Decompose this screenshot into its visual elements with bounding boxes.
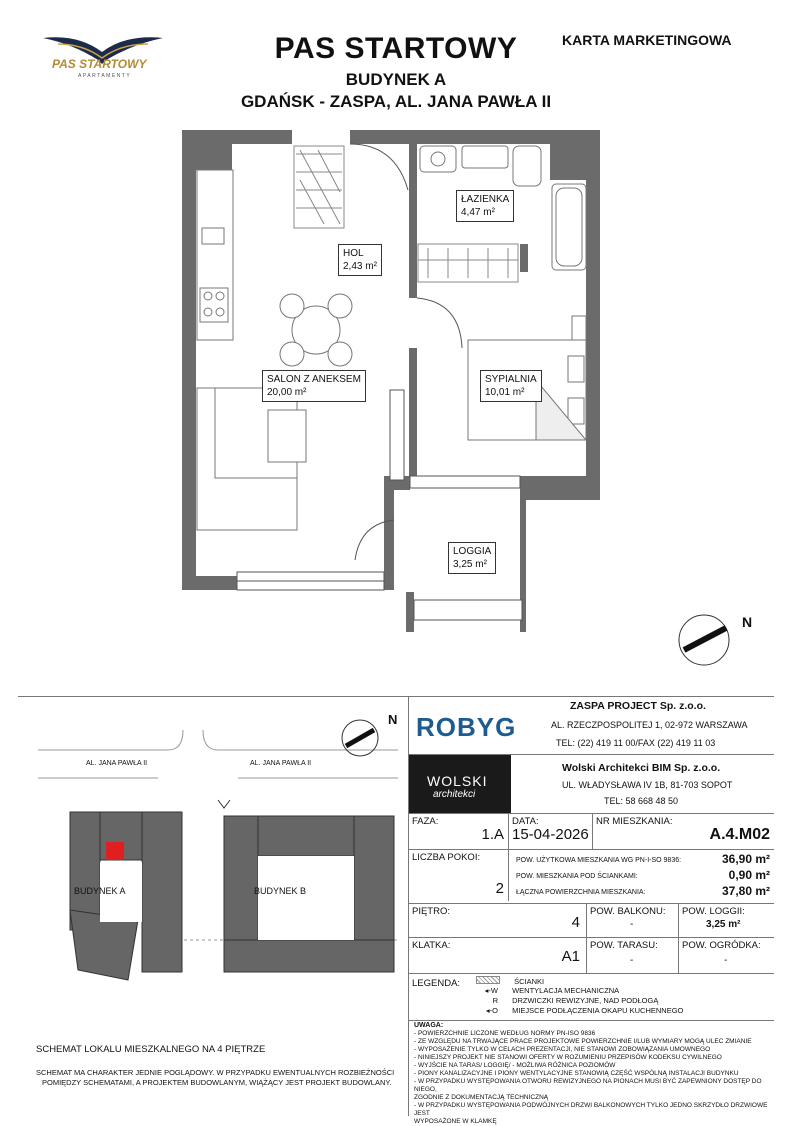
room-loggia-name: LOGGIA [453, 546, 492, 557]
architect-logo-1: WOLSKI [427, 773, 488, 789]
balkon-value: - [630, 919, 634, 930]
pietro-label: PIĘTRO: [412, 906, 451, 917]
legend-item [476, 1006, 683, 1016]
loggia-value: 3,25 m² [706, 919, 741, 930]
pow-scianki-label: POW. MIESZKANIA POD ŚCIANKAMI: [516, 873, 638, 880]
room-bathroom-name: ŁAZIENKA [461, 194, 510, 205]
taras-label: POW. TARASU: [590, 940, 658, 951]
note-line: - WYJŚCIE NA TARAS/ LOGGIĘ/ - MOŻLIWA RÓŻNICA POZIOMÓW [414, 1062, 616, 1069]
data-label: DATA: [512, 816, 539, 827]
north-label: N [742, 614, 753, 630]
klatka-label: KLATKA: [412, 940, 451, 951]
architect-name: Wolski Architekci BIM Sp. z.o.o. [562, 762, 721, 774]
note-line: WYPOSAŻONE W KLAMKĘ [414, 1118, 497, 1125]
legend-item-text: WENTYLACJA MECHANICZNA [512, 986, 620, 995]
legend-item-text: DRZWICZKI REWIZYJNE, NAD PODŁOGĄ [512, 996, 659, 1005]
room-living [262, 370, 366, 402]
taras-value: - [630, 955, 634, 966]
pow-uzytkowa-label: POW. UŻYTKOWA MIESZKANIA WG PN-I-SO 9836: [516, 857, 682, 864]
pow-scianki-value: 0,90 m² [728, 868, 770, 882]
legend-symbol-o: O [492, 1006, 498, 1015]
revision-icon [476, 996, 498, 1005]
pietro-value: 4 [571, 914, 580, 931]
site-building-b: BUDYNEK B [254, 886, 307, 896]
klatka-value: A1 [561, 948, 580, 965]
address: GDAŃSK - ZASPA, AL. JANA PAWŁA II [240, 92, 552, 111]
room-hall-name: HOL [343, 248, 364, 259]
pow-laczna-label: ŁĄCZNA POWIERZCHNIA MIESZKANIA: [516, 889, 646, 896]
room-living-name: SALON Z ANEKSEM [267, 374, 361, 385]
nr-value: A.4.M02 [709, 826, 770, 843]
hatch-icon [476, 976, 500, 984]
floor-plan [0, 120, 792, 640]
room-bedroom-area: 10,01 m² [485, 387, 525, 398]
balkon-label: POW. BALKONU: [590, 906, 666, 917]
site-street-right: AL. JANA PAWŁA II [250, 760, 312, 767]
faza-value: 1.A [481, 826, 504, 843]
note-line: - W PRZYPADKU WYSTĘPOWANIA OTWORU REWIZYJNEGO NA PIONACH MUSI BYĆ ZAPEWNIONY DOSTĘP DO NIEGO, [414, 1078, 762, 1093]
robyg-logo: ROBYG [416, 712, 517, 742]
legend-item [476, 996, 683, 1006]
note-line: - NINIEJSZY PROJEKT NIE STANOWI OFERTY W ROZUMIENIU PRZEPISÓW KODEKSU CYWILNEGO [414, 1054, 722, 1061]
developer-address: AL. RZECZPOSPOLITEJ 1, 02-972 WARSZAWA [551, 720, 748, 730]
legend-symbol-r: R [492, 996, 498, 1005]
ogrodek-label: POW. OGRÓDKA: [682, 940, 761, 951]
architect-logo-2: architekci [433, 789, 476, 800]
site-building-a: BUDYNEK A [74, 886, 126, 896]
architect-logo [409, 755, 511, 813]
legend-item [476, 976, 683, 986]
vent-icon: ◂-W [484, 986, 498, 995]
legend-item-text: ŚCIANKI [514, 977, 545, 986]
loggia-label: POW. LOGGII: [682, 906, 745, 917]
site-caption: SCHEMAT LOKALU MIESZKALNEGO NA 4 PIĘTRZE [36, 1044, 266, 1055]
legend-symbol-w: W [490, 986, 498, 995]
room-living-area: 20,00 m² [267, 387, 307, 398]
room-hall [338, 244, 382, 276]
developer-name: ZASPA PROJECT Sp. z.o.o. [570, 700, 706, 712]
note-line: - WYPOSAŻENIE TYLKO W CELACH PREZENTACJI, NIE STANOWI ZOBOWIĄZANIA UMOWNEGO [414, 1046, 711, 1053]
legend-item [476, 986, 683, 996]
room-hall-area: 2,43 m² [343, 261, 377, 272]
pokoje-label: LICZBA POKOI: [412, 852, 481, 863]
notes [414, 1022, 770, 1126]
room-bathroom-area: 4,47 m² [461, 207, 495, 218]
faza-label: FAZA: [412, 816, 439, 827]
architect-phone: TEL: 58 668 48 50 [604, 796, 679, 806]
building-name: BUDYNEK A [345, 70, 447, 89]
note-line: - W PRZYPADKU WYSTĘPOWANIA PODWÓJNYCH DRZWI BALKONOWYCH TYLKO JEDNO SKRZYDŁO DRZWIOWE JEST [414, 1102, 768, 1117]
notes-label: UWAGA: [414, 1022, 444, 1029]
legend-item-text: MIEJSCE PODŁĄCZENIA OKAPU KUCHENNEGO [512, 1006, 684, 1015]
hood-icon: ◂-O [485, 1006, 498, 1015]
nr-label: NR MIESZKANIA: [596, 816, 673, 827]
compass-icon [676, 612, 736, 672]
room-loggia [448, 542, 496, 574]
ogrodek-value: - [724, 955, 728, 966]
data-value: 15-04-2026 [512, 826, 589, 843]
site-disclaimer-2: POMIĘDZY SCHEMATAMI, A PROJEKTEM BUDOWLANYM, WIĄŻĄCY JEST PROJEKT BUDOWLANY. [42, 1078, 392, 1087]
brand-logo-sub: APARTAMENTY [78, 73, 132, 79]
room-bedroom-name: SYPIALNIA [485, 374, 537, 385]
brand-logo-name: PAS STARTOWY [52, 57, 147, 71]
pow-laczna-value: 37,80 m² [721, 884, 770, 898]
legend-label: LEGENDA: [412, 978, 461, 989]
developer-phone: TEL: (22) 419 11 00/FAX (22) 419 11 03 [556, 738, 716, 748]
card-type: KARTA MARKETINGOWA [562, 32, 732, 48]
site-north-label: N [388, 712, 398, 727]
site-compass-icon [340, 716, 384, 760]
room-bathroom [456, 190, 514, 222]
site-disclaimer-1: SCHEMAT MA CHARAKTER JEDNIE POGLĄDOWY. W PRZYPADKU EWENTUALNYCH ROZBIEŻNOŚCI [36, 1068, 395, 1077]
page-title: PAS STARTOWY [274, 32, 518, 65]
note-line: - PIONY KANALIZACYJNE I PIONY WENTYLACYJNE STANOWIĄ CZĘŚĆ WSPÓLNĄ INSTALACJI BUDYNKU [414, 1070, 739, 1077]
site-street-left: AL. JANA PAWŁA II [86, 760, 148, 767]
note-line: ZGODNIE Z DOKUMENTACJĄ TECHNICZNĄ [414, 1094, 549, 1101]
pokoje-value: 2 [495, 880, 504, 897]
legend-list [476, 976, 683, 1016]
architect-address: UL. WŁADYSŁAWA IV 1B, 81-703 SOPOT [562, 780, 733, 790]
room-bedroom [480, 370, 542, 402]
room-loggia-area: 3,25 m² [453, 559, 487, 570]
pow-uzytkowa-value: 36,90 m² [721, 852, 770, 866]
note-line: - POWIERZCHNIE LICZONE WEDŁUG NORMY PN-ISO 9836 [414, 1030, 596, 1037]
note-line: - ZE WZGLĘDU NA TRWAJĄCE PRACE PROJEKTOWE POWIERZCHNIE I/LUB WYMIARY MOGĄ ULEC ZMIANIE [414, 1038, 752, 1045]
